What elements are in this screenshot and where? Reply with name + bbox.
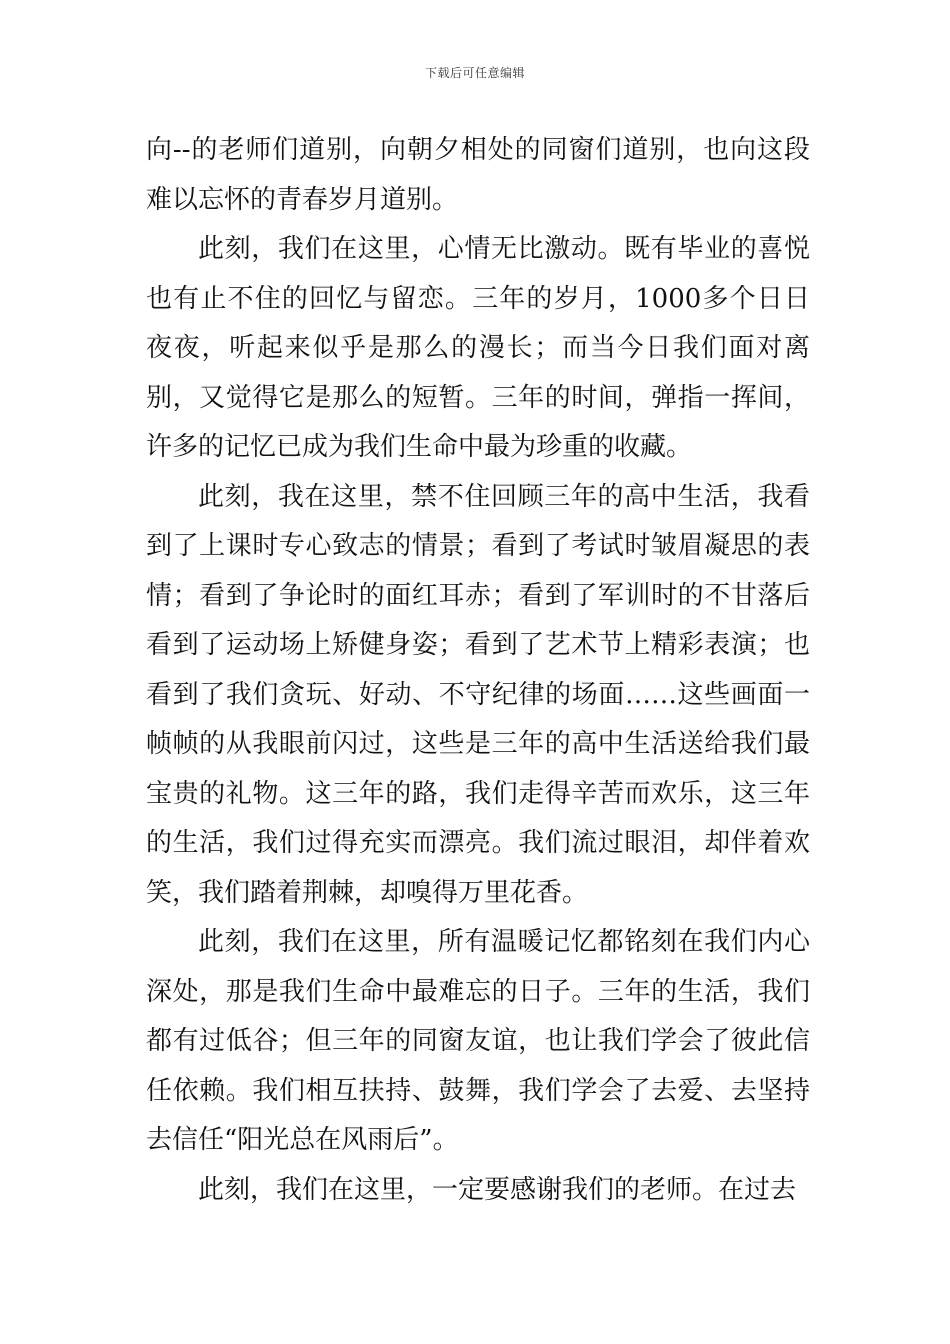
paragraph-1: 向--的老师们道别，向朝夕相处的同窗们道别，也向这段难以忘怀的青春岁月道别。: [146, 135, 810, 215]
paragraph-2: 此刻，我们在这里，心情无比激动。既有毕业的喜悦也有止不住的回忆与留恋。三年的岁月，1000多个日日夜夜，听起来似乎是那么的漫长；而当今日我们面对离别，又觉得它是那么的短暂。三年的时间，弹指一挥间，许多的记忆已成为我们生命中最为珍重的收藏。: [146, 234, 810, 462]
paragraph-4: 此刻，我们在这里，所有温暖记忆都铭刻在我们内心深处，那是我们生命中最难忘的日子。三年的生活，我们都有过低谷；但三年的同窗友谊，也让我们学会了彼此信任依赖。我们相互扶持、鼓舞，我们学会了去爱、去坚持去信任“阳光总在风雨后”。: [146, 927, 810, 1155]
paragraph-3: 此刻，我在这里，禁不住回顾三年的高中生活，我看到了上课时专心致志的情景；看到了考试时皱眉凝思的表情；看到了争论时的面红耳赤；看到了军训时的不甘落后看到了运动场上矫健身姿；看到了艺术节上精彩表演；也看到了我们贪玩、好动、不守纪律的场面……这些画面一帧帧的从我眼前闪过，这些是三年的高中生活送给我们最宝贵的礼物。这三年的路，我们走得辛苦而欢乐，这三年的生活，我们过得充实而漂亮。我们流过眼泪，却伴着欢笑，我们踏着荆棘，却嗅得万里花香。: [146, 481, 810, 908]
page-header: 下载后可任意编辑: [424, 66, 525, 80]
paragraph-5: 此刻，我们在这里，一定要感谢我们的老师。在过去: [198, 1174, 797, 1205]
document-body: [146, 126, 810, 1215]
